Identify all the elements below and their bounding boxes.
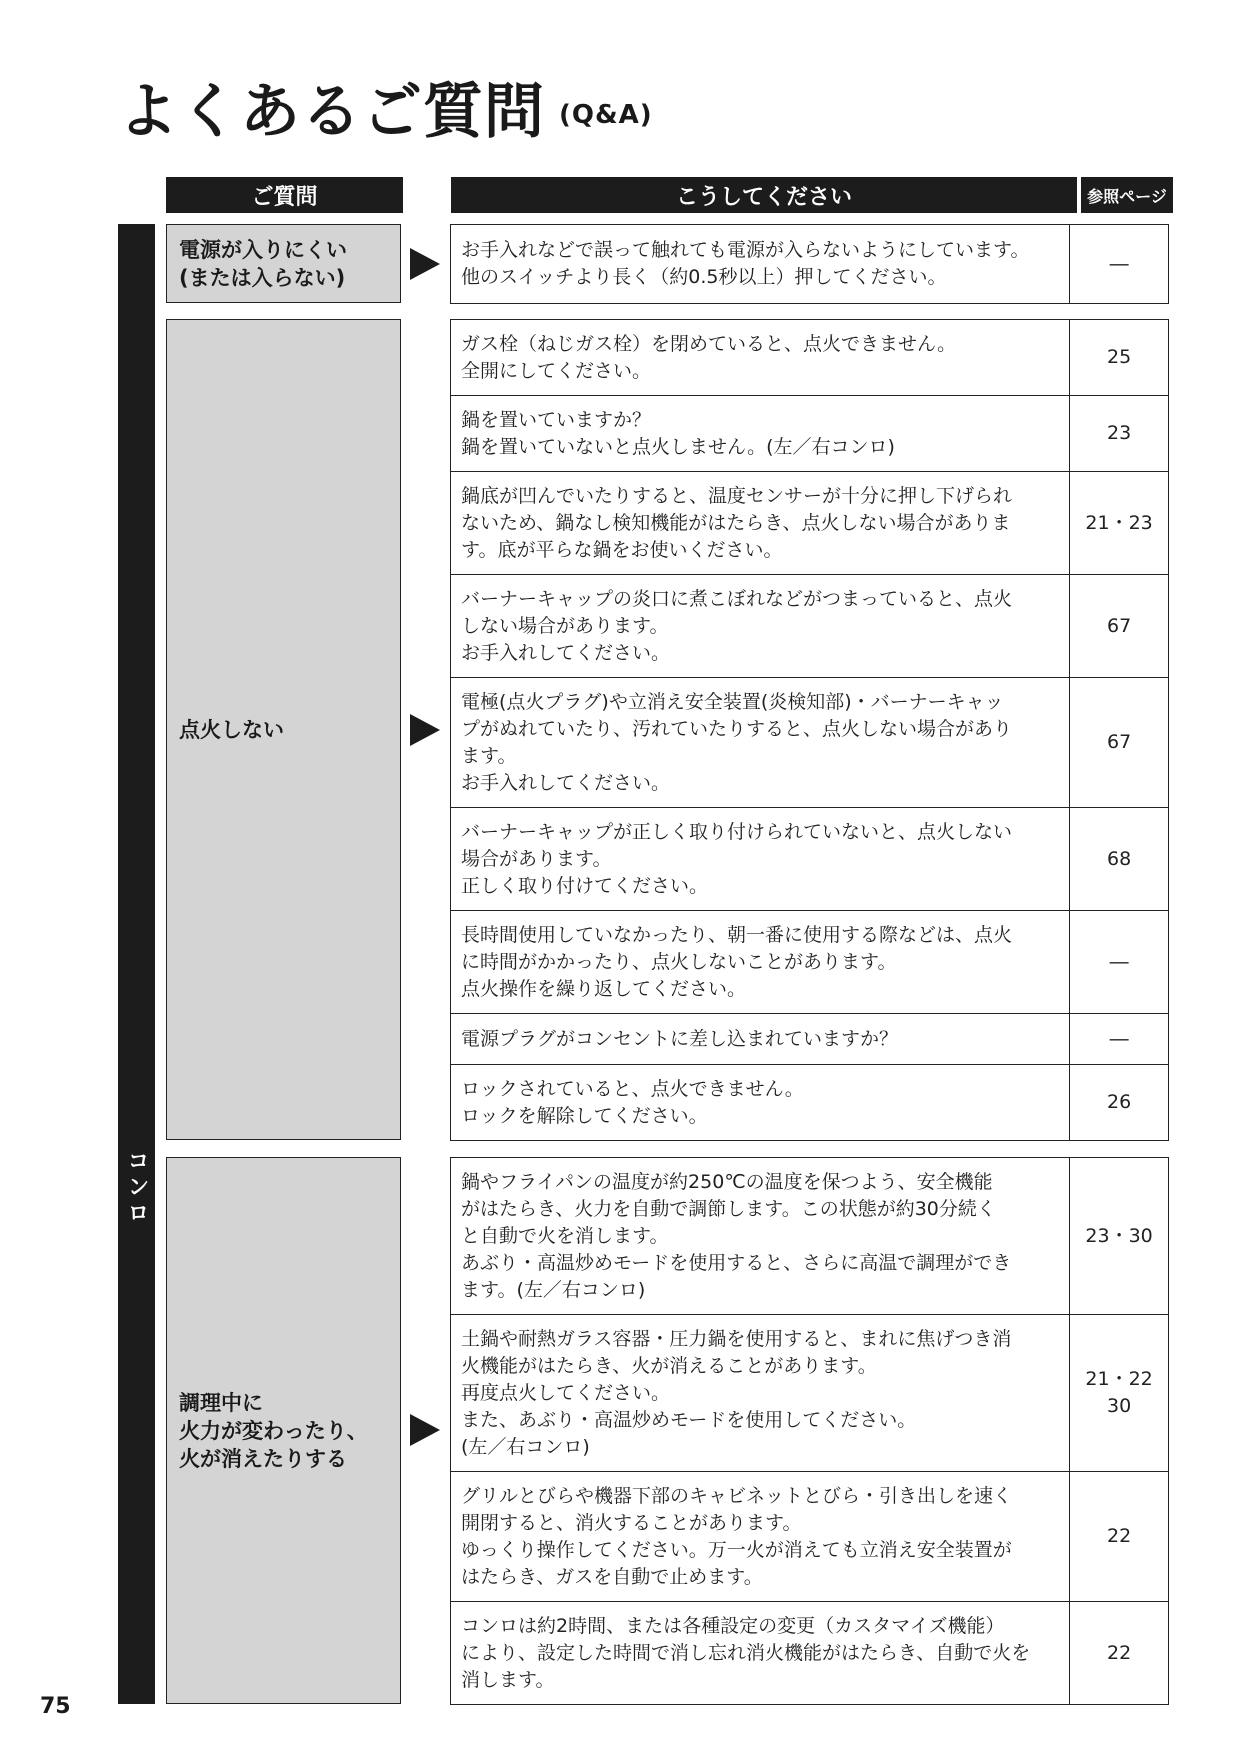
reference-page: 23 [1106, 422, 1132, 444]
question-box [166, 319, 401, 1140]
reference-cell [1070, 1602, 1169, 1705]
arrow-icon [410, 714, 440, 746]
answer-line: ロックされていると、点火できません。 [461, 1077, 804, 1100]
answer-line: 他のスイッチより長く（約0.5秒以上）押してください。 [461, 266, 947, 288]
reference-cell [1070, 225, 1169, 304]
reference-page: 22 [1106, 1641, 1132, 1664]
reference-page: 68 [1106, 847, 1132, 870]
answer-table [450, 224, 1169, 304]
answer-line: あぶり・高温炒めモードを使用すると、さらに高温で調理ができ [461, 1251, 1012, 1274]
answer-line: 鍋を置いていないと点火しません。(左／右コンロ) [461, 435, 895, 458]
category-sidebar [118, 224, 155, 1704]
reference-cell [1070, 911, 1169, 1014]
answer-line: と自動で火を消します。 [461, 1224, 669, 1247]
question-line: 電源が入りにくい [179, 237, 347, 262]
reference-page: ― [1109, 1027, 1129, 1050]
answer-line: また、あぶり・高温炒めモードを使用してください。 [461, 1408, 917, 1431]
question-column-header: ご質問 [166, 177, 403, 213]
page-subtitle: (Q&A) [559, 100, 653, 131]
answer-line: により、設定した時間で消し忘れ消火機能がはたらき、自動で火を [461, 1641, 1031, 1664]
reference-page: 26 [1106, 1091, 1132, 1113]
reference-page: 67 [1106, 731, 1132, 753]
answer-line: 土鍋や耐熱ガラス容器・圧力鍋を使用すると、まれに焦げつき消 [461, 1327, 1012, 1350]
question-box [166, 1157, 401, 1704]
reference-cell [1070, 1014, 1169, 1065]
answer-line: 場合があります。 [461, 847, 612, 870]
reference-page: 21・22 [1085, 1368, 1153, 1390]
answer-cell [451, 1472, 1070, 1602]
table-row [451, 1472, 1169, 1602]
question-box [166, 224, 401, 303]
reference-page: ― [1109, 950, 1129, 973]
page-title [118, 77, 653, 147]
question-line: 火が消えたりする [179, 1446, 347, 1471]
table-row [451, 320, 1169, 396]
answer-line: 火機能がはたらき、火が消えることがあります。 [461, 1354, 877, 1377]
answer-line: 開閉すると、消火することがあります。 [461, 1511, 802, 1534]
answer-line: はたらき、ガスを自動で止めます。 [461, 1565, 763, 1588]
answer-table [450, 1157, 1169, 1705]
answer-line: ゆっくり操作してください。万一火が消えても立消え安全装置が [461, 1538, 1012, 1561]
reference-cell [1070, 320, 1169, 396]
page-number: 75 [40, 1694, 71, 1719]
reference-cell [1070, 1158, 1169, 1315]
reference-page: 22 [1106, 1525, 1132, 1547]
table-row [451, 1602, 1169, 1705]
reference-page: ― [1109, 252, 1129, 275]
question-line: (または入らない) [179, 265, 346, 290]
reference-cell [1070, 396, 1169, 472]
answer-line: 全開にしてください。 [461, 359, 652, 382]
answer-cell [451, 575, 1070, 678]
table-row [451, 225, 1169, 304]
answer-line: バーナーキャップの炎口に煮こぼれなどがつまっていると、点火 [461, 587, 1013, 610]
reference-cell [1070, 472, 1169, 575]
answer-line: がはたらき、火力を自動で調節します。この状態が約30分続く [461, 1197, 996, 1220]
table-row [451, 678, 1169, 808]
reference-page: 25 [1106, 346, 1132, 368]
reference-page: 67 [1106, 614, 1132, 637]
reference-cell [1070, 575, 1169, 678]
table-row [451, 472, 1169, 575]
answer-line: す。底が平らな鍋をお使いください。 [461, 538, 783, 561]
table-row [451, 911, 1169, 1014]
answer-line: ロックを解除してください。 [461, 1104, 708, 1127]
answer-line: ガス栓（ねじガス栓）を閉めていると、点火できません。 [461, 332, 957, 355]
table-row [451, 575, 1169, 678]
reference-page: 23・30 [1085, 1224, 1153, 1247]
answer-line: 電極(点火プラグ)や立消え安全装置(炎検知部)・バーナーキャッ [461, 690, 1004, 713]
table-row [451, 1014, 1169, 1065]
answer-line: グリルとびらや機器下部のキャビネットとびら・引き出しを速く [461, 1484, 1013, 1507]
answer-line: お手入れしてください。 [461, 771, 671, 794]
answer-line: (左／右コンロ) [461, 1435, 590, 1458]
answer-line: 点火操作を繰り返してください。 [461, 977, 747, 1000]
answer-line: お手入れなどで誤って触れても電源が入らないようにしています。 [461, 239, 1030, 261]
question-line: 調理中に [179, 1390, 263, 1415]
answer-cell [451, 911, 1070, 1014]
answer-cell [451, 1065, 1070, 1141]
table-row [451, 396, 1169, 472]
answer-line: 電源プラグがコンセントに差し込まれていますか？ [461, 1027, 899, 1050]
answer-line: バーナーキャップが正しく取り付けられていないと、点火しない [461, 820, 1013, 843]
reference-column-header: 参照ページ [1081, 177, 1173, 213]
question-line: 火力が変わったり、 [179, 1418, 368, 1443]
answer-line: 鍋底が凹んでいたりすると、温度センサーが十分に押し下げられ [461, 484, 1013, 507]
reference-cell [1070, 1065, 1169, 1141]
table-row [451, 808, 1169, 911]
answer-line: 鍋を置いていますか？ [461, 408, 652, 431]
answer-line: ます。(左／右コンロ) [461, 1278, 646, 1301]
answer-cell [451, 1158, 1070, 1315]
answer-cell [451, 472, 1070, 575]
answer-line: 再度点火してください。 [461, 1381, 671, 1404]
reference-cell [1070, 678, 1169, 808]
answer-cell [451, 320, 1070, 396]
answer-line: ます。 [461, 744, 517, 767]
answer-cell [451, 396, 1070, 472]
answer-line: 長時間使用していなかったり、朝一番に使用する際などは、点火 [461, 923, 1013, 946]
reference-page: 30 [1106, 1395, 1132, 1417]
answer-cell [451, 225, 1070, 304]
answer-line: プがぬれていたり、汚れていたりすると、点火しない場合があり [461, 717, 1013, 740]
table-row [451, 1158, 1169, 1315]
category-label: コンロ [124, 1149, 149, 1227]
answer-table [450, 319, 1169, 1141]
answer-line: お手入れしてください。 [461, 641, 671, 664]
reference-page: 21・23 [1085, 511, 1153, 534]
answer-cell [451, 1602, 1070, 1705]
answer-line: 鍋やフライパンの温度が約250℃の温度を保つよう、安全機能 [461, 1170, 993, 1193]
arrow-icon [410, 248, 440, 280]
arrow-icon [410, 1414, 440, 1446]
answer-cell [451, 678, 1070, 808]
table-row [451, 1065, 1169, 1141]
reference-cell [1070, 1315, 1169, 1472]
page-title-text: よくあるご質問 [118, 77, 545, 147]
answer-line: 消します。 [461, 1668, 555, 1691]
answer-cell [451, 1014, 1070, 1065]
answer-line: に時間がかかったり、点火しないことがあります。 [461, 950, 897, 973]
answer-line: しない場合があります。 [461, 614, 669, 637]
reference-cell [1070, 808, 1169, 911]
answer-cell [451, 1315, 1070, 1472]
answer-line: コンロは約2時間、または各種設定の変更（カスタマイズ機能） [461, 1614, 1005, 1637]
table-row [451, 1315, 1169, 1472]
reference-cell [1070, 1472, 1169, 1602]
answer-column-header: こうしてください [451, 177, 1077, 213]
answer-line: ないため、鍋なし検知機能がはたらき、点火しない場合がありま [461, 511, 1011, 534]
answer-cell [451, 808, 1070, 911]
question-line: 点火しない [179, 717, 284, 742]
answer-line: 正しく取り付けてください。 [461, 874, 709, 897]
